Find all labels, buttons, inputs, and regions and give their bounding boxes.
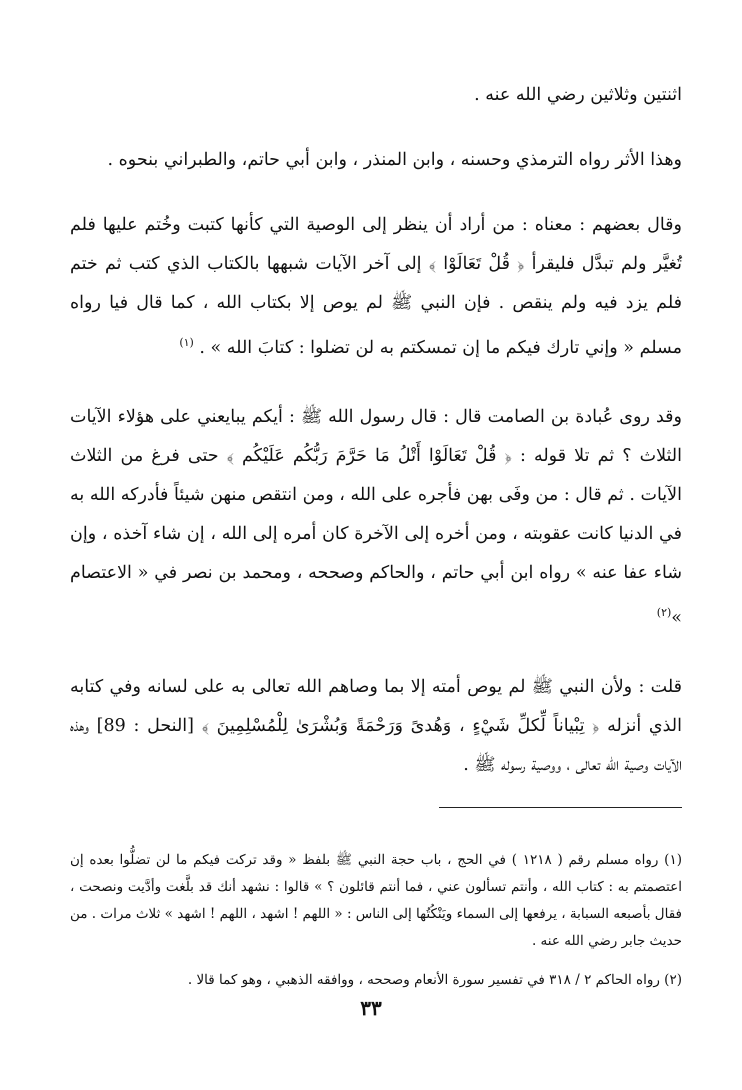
paragraph-5: قلت : ولأن النبي ﷺ لم يوص أمته إلا بما وصاهم الله تعالى به على لسانه وفي كتابه الذي أنزله ﴿ تِبْياناً لِّكلِّ شَيْءٍ ، وَهُدىً وَرَحْمَةً وَبُشْرَىٰ لِلْمُسْلِمِينَ ﴾ [النحل : 89] وهذه الآيات وصية الله تعالى ، ووصية رسوله ﷺ . [70, 676, 683, 775]
footnote-ref-2[interactable]: (٢) [656, 605, 672, 619]
footnote-ref-1[interactable]: (١) [179, 336, 194, 349]
paragraph-3-text: وقال بعضهم : معناه : من أراد أن ينظر إلى الوصية التي كأنها كتبت وخُتم عليها فلم تُغيَّر ولم تبدَّل فليقرأ ﴿ قُلْ تَعَالَوْا ﴾ إلى آخر الآيات شبهها بالكتاب الذي كتب ثم ختم فلم يزد فيه ولم ينقص . فإن النبي ﷺ لم يوص إلا بكتاب الله ، كما قال فيا رواه مسلم « وإني تارك فيكم ما إن تمسكتم به لن تضلوا : كتابَ الله » . [70, 215, 682, 358]
paragraph-4-text: وقد روى عُبادة بن الصامت قال : قال رسول الله ﷺ : أيكم يبايعني على هؤلاء الآيات الثلاث ؟ ثم تلا قوله : ﴿ قُلْ تَعَالَوْا أَتْلُ مَا حَرَّمَ رَبُّكُم عَلَيْكُم ﴾ حتى فرغ من الثلاث الآيات . ثم قال : من وفَى بهن فأجره على الله ، ومن انتقص منهن شيئاً فأدركه الله به في الدنيا كانت عقوبته ، ومن أخره إلى الآخرة كان أمره إلى الله ، إن شاء آخذه ، وإن شاء عفا عنه » رواه ابن أبي حاتم ، والحاكم وصححه ، ومحمد بن نصر في « الاعتصام » [70, 406, 682, 628]
footnote-1: (١) رواه مسلم رقم ( ١٢١٨ ) في الحج ، باب حجة النبي ﷺ بلفظ « وقد تركت فيكم ما لن تضلُّوا بعده إن اعتصمتم به : كتاب الله ، وأنتم تسألون عني ، فما أنتم قائلون ؟ » قالوا : نشهد أنك قد بلَّغت وأدَّيت ونصحت ، فقال بأصبعه السبابة ، يرفعها إلى السماء ويَنْكُتُها إلى الناس : « اللهم ! اشهد ، اللهم ! اشهد » ثلاث مرات . من حديث جابر رضي الله عنه . [70, 851, 682, 949]
page-number: ٣٣ [360, 996, 382, 1020]
paragraph-1: اثنتين وثلاثين رضي الله عنه . [474, 85, 682, 105]
footnote-rule [439, 807, 682, 808]
footnote-2: (٢) رواه الحاكم ٢ / ٣١٨ في تفسير سورة الأنعام وصححه ، ووافقه الذهبي ، وهو كما قالا . [187, 971, 682, 988]
paragraph-3 [70, 206, 682, 368]
paragraph-2: وهذا الأثر رواه الترمذي وحسنه ، وابن المنذر ، وابن أبي حاتم، والطبراني بنحوه . [107, 150, 682, 170]
page-body [70, 76, 682, 994]
footnote-separator [70, 807, 682, 847]
paragraph-4 [70, 398, 682, 638]
